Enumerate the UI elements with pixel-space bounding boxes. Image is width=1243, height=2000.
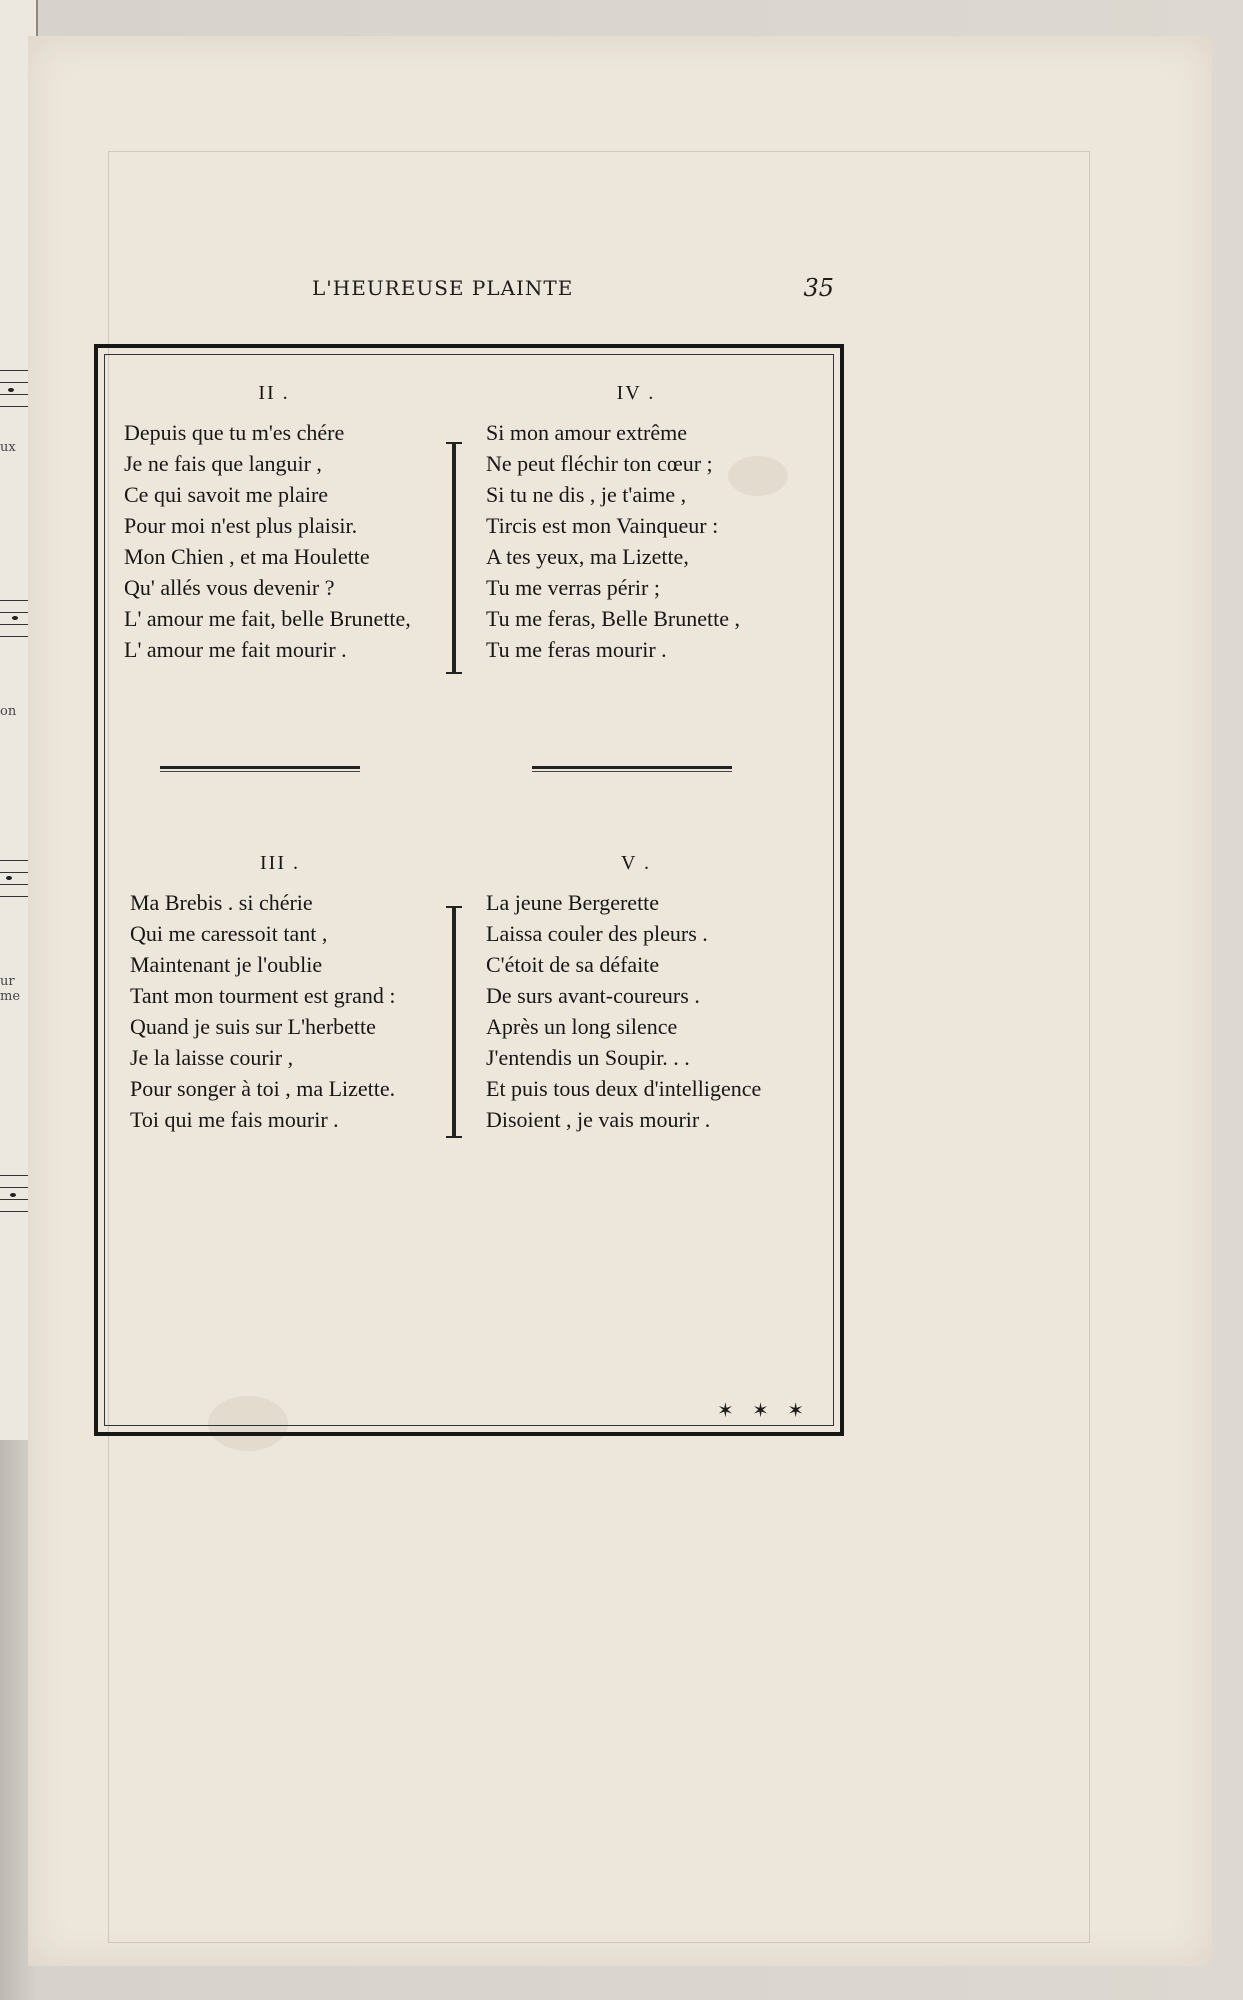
staff-line (0, 612, 30, 613)
verse-line: Après un long silence (486, 1014, 678, 1039)
verse-line: Disoient , je vais mourir . (486, 1107, 711, 1132)
verse-line: Ma Brebis . si chérie (130, 890, 313, 915)
decorative-rule (532, 766, 732, 769)
stanza-lines (124, 417, 424, 665)
stanza-divider (452, 906, 456, 1138)
verse-line: Qui me caressoit tant , (130, 921, 328, 946)
verse-line: Depuis que tu m'es chére (124, 420, 345, 445)
decorative-rule (160, 766, 360, 769)
staff-line (0, 370, 30, 371)
staff-line (0, 406, 30, 407)
verse-line: De surs avant-coureurs . (486, 983, 700, 1008)
verse-line: Mon Chien , et ma Houlette (124, 544, 370, 569)
verse-line: Ne peut fléchir ton cœur ; (486, 451, 713, 476)
staff-line (0, 1199, 30, 1200)
verse-line: Tu me verras périr ; (486, 575, 660, 600)
verse-line: Tu me feras mourir . (486, 637, 667, 662)
verse-line: Tu me feras, Belle Brunette , (486, 606, 740, 631)
stanza-number: IV . (616, 382, 656, 404)
stanza-divider (452, 442, 456, 674)
verse-line: Et puis tous deux d'intelligence (486, 1076, 762, 1101)
verse-line: Toi qui me fais mourir . (130, 1107, 339, 1132)
staff-line (0, 860, 30, 861)
verse-line: Tant mon tourment est grand : (130, 983, 396, 1008)
staff-line (0, 1211, 30, 1212)
stanza-lines (130, 887, 430, 1135)
staff-line (0, 872, 30, 873)
verse-line: J'entendis un Soupir. . . (486, 1045, 690, 1070)
page-number: 35 (803, 274, 834, 302)
music-note-icon (6, 876, 12, 880)
stanza-number: III . (260, 852, 300, 874)
running-title: L'HEUREUSE PLAINTE (312, 276, 574, 300)
staff-line (0, 1187, 30, 1188)
stanza-lines (486, 887, 786, 1135)
stanza-lines (486, 417, 786, 665)
staff-line (0, 600, 30, 601)
verse-line: L' amour me fait, belle Brunette, (124, 606, 411, 631)
verse-line: Pour songer à toi , ma Lizette. (130, 1076, 396, 1101)
stanza-number: V . (620, 852, 652, 874)
staff-line (0, 1175, 30, 1176)
music-note-icon (10, 1193, 16, 1197)
stanza-number: II . (258, 382, 290, 404)
verse-line: Laissa couler des pleurs . (486, 921, 708, 946)
music-note-icon (12, 616, 18, 620)
staff-line (0, 394, 30, 395)
verse-line: Si mon amour extrême (486, 420, 688, 445)
verse-line: Je ne fais que languir , (124, 451, 322, 476)
running-head (280, 274, 852, 304)
verse-line: Si tu ne dis , je t'aime , (486, 482, 687, 507)
text-frame (94, 344, 844, 1436)
verse-line: Je la laisse courir , (130, 1045, 294, 1070)
verse-line: A tes yeux, ma Lizette, (486, 544, 689, 569)
staff-line (0, 382, 30, 383)
stanza-iv (486, 382, 786, 665)
left-page-text-fragment: ur me (0, 974, 21, 1004)
asterism-ornament: ✶ ✶ ✶ (717, 1398, 810, 1422)
verse-line: C'étoit de sa défaite (486, 952, 660, 977)
verse-line: Pour moi n'est plus plaisir. (124, 513, 358, 538)
verse-line: Qu' allés vous devenir ? (124, 575, 335, 600)
staff-line (0, 896, 30, 897)
music-note-icon (8, 388, 14, 392)
verse-line: Tircis est mon Vainqueur : (486, 513, 719, 538)
left-page-text-fragment: on (0, 704, 17, 719)
verse-line: La jeune Bergerette (486, 890, 660, 915)
verse-line: Maintenant je l'oublie (130, 952, 323, 977)
verse-line: Ce qui savoit me plaire (124, 482, 329, 507)
verse-line: Quand je suis sur L'herbette (130, 1014, 376, 1039)
stanza-ii (124, 382, 424, 665)
verse-line: L' amour me fait mourir . (124, 637, 347, 662)
stanza-v (486, 852, 786, 1135)
staff-line (0, 624, 30, 625)
staff-line (0, 884, 30, 885)
stanza-iii (130, 852, 430, 1135)
left-page-text-fragment: ux (0, 440, 16, 455)
staff-line (0, 636, 30, 637)
